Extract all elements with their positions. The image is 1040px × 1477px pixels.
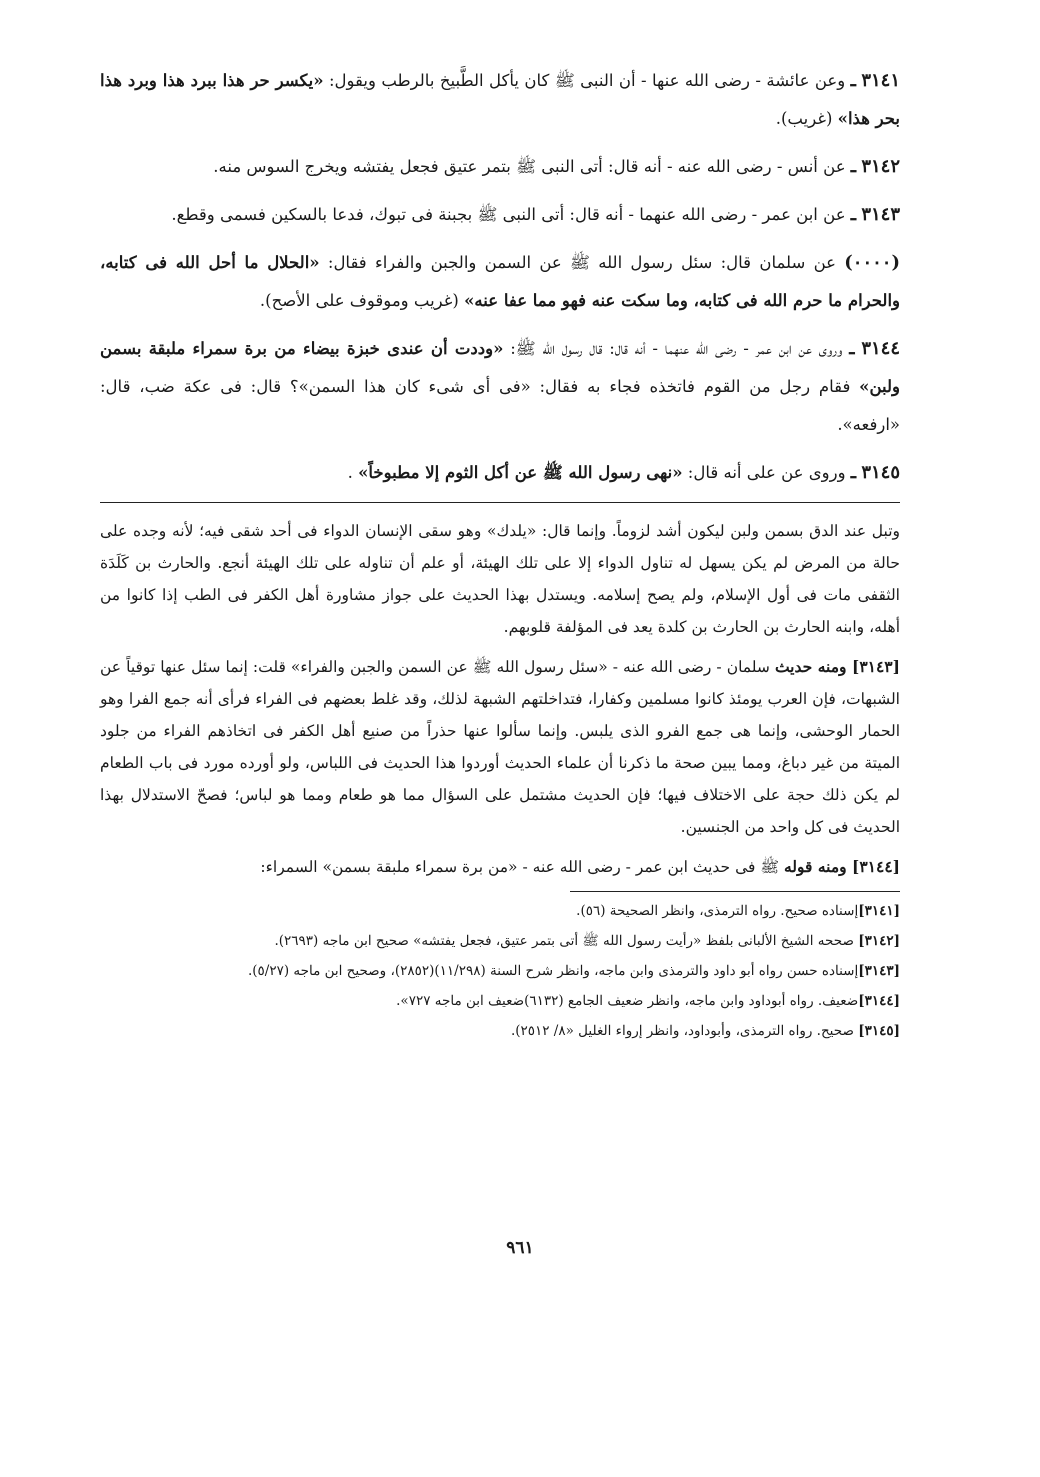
hadith-tail: (غريب وموقوف على الأصح). [259, 291, 459, 310]
hadith-quote: «وددت أن عندى خبزة بيضاء من برة سمراء ملبقة بسمن ولبن» [100, 339, 901, 396]
hadith-quote: «يكسر حر هذا ببرد هذا وبرد هذا بحر هذا» [100, 71, 900, 128]
footnote-number: [٣١٤٤] [858, 993, 900, 1009]
footnote-text: إسناده حسن رواه أبو داود والترمذى وابن ماجه، وانظر شرح السنة (١١/٢٩٨)(٢٨٥٢)، وصحيح ابن ماجه (٥/٢٧). [247, 963, 859, 979]
hadith-number: ٣١٤١ [861, 70, 900, 91]
hadith-3141: ٣١٤١ ـ وعن عائشة - رضى الله عنها - أن النبى ﷺ كان يأكل الطَّبيخ بالرطب ويقول: «يكسر حر هذا ببرد هذا وبرد هذا بحر هذا» (غريب). [100, 70, 900, 128]
commentary-paragraph [100, 651, 900, 843]
page-body [100, 62, 900, 1048]
hadith-number: ٣١٤٢ [861, 156, 900, 177]
hadith-0000 [100, 244, 900, 320]
hadith-number: ٣١٤٣ [861, 204, 900, 225]
footnote-text: صحيح. رواه الترمذى، وأبوداود، وانظر إرواء الغليل «٨/ ٢٥١٢). [510, 1023, 859, 1039]
hadith-3145: ٣١٤٥ ـ وروى عن على أنه قال: «نهى رسول الله ﷺ عن أكل الثوم إلا مطبوخاً» . [347, 462, 900, 483]
footnote-text: إسناده صحيح. رواه الترمذى، وانظر الصحيحة (٥٦). [576, 903, 859, 919]
footnote-text: صححه الشيخ الألبانى بلفظ «رأيت رسول الله ﷺ أتى بتمر عتيق، فجعل يفتشه» صحيح ابن ماجه (٢٦٩٣). [274, 933, 859, 949]
footnote-number: [٣١٤١] [858, 903, 900, 919]
footnote-number: [٣١٤٣] [858, 963, 900, 979]
footnote-3141 [100, 898, 900, 924]
footnote-divider [570, 891, 900, 892]
footnote-text: ضعيف. رواه أبوداود وابن ماجه، وانظر ضعيف الجامع (٦١٣٢)ضعيف ابن ماجه ٧٢٧». [396, 993, 859, 1009]
commentary-lead: [٣١٤٣] ومنه حديث [774, 657, 900, 676]
commentary-paragraph [100, 515, 900, 643]
hadith-text: عن ابن عمر - رضى الله عنهما - أنه قال: أتى النبى ﷺ بجبنة فى تبوك، فدعا بالسكين فسمى وقطع. [171, 205, 846, 224]
commentary-text: ﷺ فى حديث ابن عمر - رضى الله عنه - «من برة سمراء ملبقة بسمن» السمراء: [260, 858, 780, 876]
commentary-text: سلمان - رضى الله عنه - «سئل رسول الله ﷺ عن السمن والجبن والفراء» قلت: إنما سئل عنها توقياً عن الشبهات، فإن العرب يومئذ كانوا مسلمين وكفارا، فتداخلتهم الشبهة لذلك، وقد غلط بعضهم فى الفراء فرأى أنه جمع الفرا وهو الحمار الوحشى، وإنما هى جمع الفرو الذى يلبس. وإنما سألوا عنها حذراً من صنيع أهل الكفر فى اتخاذهم الفراء من جلود الميتة من غير دباغ، ومما يبين صحة ما ذكرنا أن علماء الحديث أوردوا هذا الحديث فى اللباس، ولو أورده مورد فى باب الطعام لم يكن ذلك حجة على الاختلاف فيها؛ فإن الحديث مشتمل على السؤال مما هو طعام ومما هو لباس؛ فصحّ الاستدلال بهذا الحديث فى كل واحد من الجنسين. [100, 658, 900, 836]
hadith-tail: (غريب). [775, 109, 833, 128]
hadith-number: ٣١٤٥ [861, 462, 900, 483]
hadith-quote: «الحلال ما أحل الله فى كتابه، والحرام ما حرم الله فى كتابه، وما سكت عنه فهو مما عفا عنه» [100, 253, 900, 310]
hadith-tail: . [347, 463, 353, 482]
hadith-quote: «نهى رسول الله ﷺ عن أكل الثوم إلا مطبوخاً» [358, 463, 683, 482]
hadith-text: وروى عن ابن عمر - رضى الله عنهما - أنه قال: قال رسول الله ﷺ: [503, 339, 843, 358]
hadith-text: عن سلمان قال: سئل رسول الله ﷺ عن السمن والجبن والفراء فقال: [319, 253, 836, 272]
footnote-number: [٣١٤٢] [858, 933, 900, 949]
footnote-3145 [100, 1018, 900, 1044]
hadith-3144: ٣١٤٤ ـ وروى عن ابن عمر - رضى الله عنهما - أنه قال: قال رسول الله ﷺ: «وددت أن عندى خبزة بيضاء من برة سمراء ملبقة بسمن ولبن» فقام رجل من القوم فاتخذه فجاء به فقال: «فى أى شىء كان هذا السمن»؟ قال: فى عكة ضب، قال: «ارفعه». [100, 338, 901, 434]
hadith-text: عن أنس - رضى الله عنه - أنه قال: أتى النبى ﷺ بتمر عتيق فجعل يفتشه ويخرج السوس منه. [213, 157, 846, 176]
footnote-3143 [100, 958, 900, 984]
commentary-text: وتبل عند الدق بسمن ولبن ليكون أشد لزوماً. وإنما قال: «يلدك» وهو سقى الإنسان الدواء فى أحد شقى فيه؛ لأنه وجده على حالة من المرض لم يكن يسهل له تناول الدواء إلا على تلك الهيئة، أو علم أن تناوله على تلك الهيئة أنجع. والحارث بن كَلَدَة الثقفى مات فى أول الإسلام، ولم يصح إسلامه. ويستدل بهذا الحديث على جواز مشاورة أهل الكفر فى الطب إذا كانوا من أهله، وابنه الحارث بن الحارث بن كلدة يعد فى المؤلفة قلوبهم. [100, 522, 900, 636]
commentary-paragraph [100, 851, 900, 883]
hadith-3143: ٣١٤٣ ـ عن ابن عمر - رضى الله عنهما - أنه قال: أتى النبى ﷺ بجبنة فى تبوك، فدعا بالسكين فسمى وقطع. [171, 204, 900, 225]
section-divider [100, 502, 900, 503]
hadith-text: وروى عن على أنه قال: [682, 463, 846, 482]
page-number: ٩٦١ [506, 1238, 534, 1258]
footnote-number: [٣١٤٥] [858, 1023, 900, 1039]
footnote-3144 [100, 988, 900, 1014]
hadith-tail: فقام رجل من القوم فاتخذه فجاء به فقال: «فى أى شىء كان هذا السمن»؟ قال: فى عكة ضب، قال: «ارفعه». [100, 377, 900, 434]
hadith-3142: ٣١٤٢ ـ عن أنس - رضى الله عنه - أنه قال: أتى النبى ﷺ بتمر عتيق فجعل يفتشه ويخرج السوس منه. [213, 156, 900, 177]
hadith-text: وعن عائشة - رضى الله عنها - أن النبى ﷺ كان يأكل الطَّبيخ بالرطب ويقول: [323, 71, 846, 90]
commentary-lead: [٣١٤٤] ومنه قوله [783, 857, 900, 876]
hadith-number: (٠٠٠٠) [844, 252, 900, 273]
hadith-number: ٣١٤٤ [861, 338, 900, 359]
footnote-3142 [100, 928, 900, 954]
